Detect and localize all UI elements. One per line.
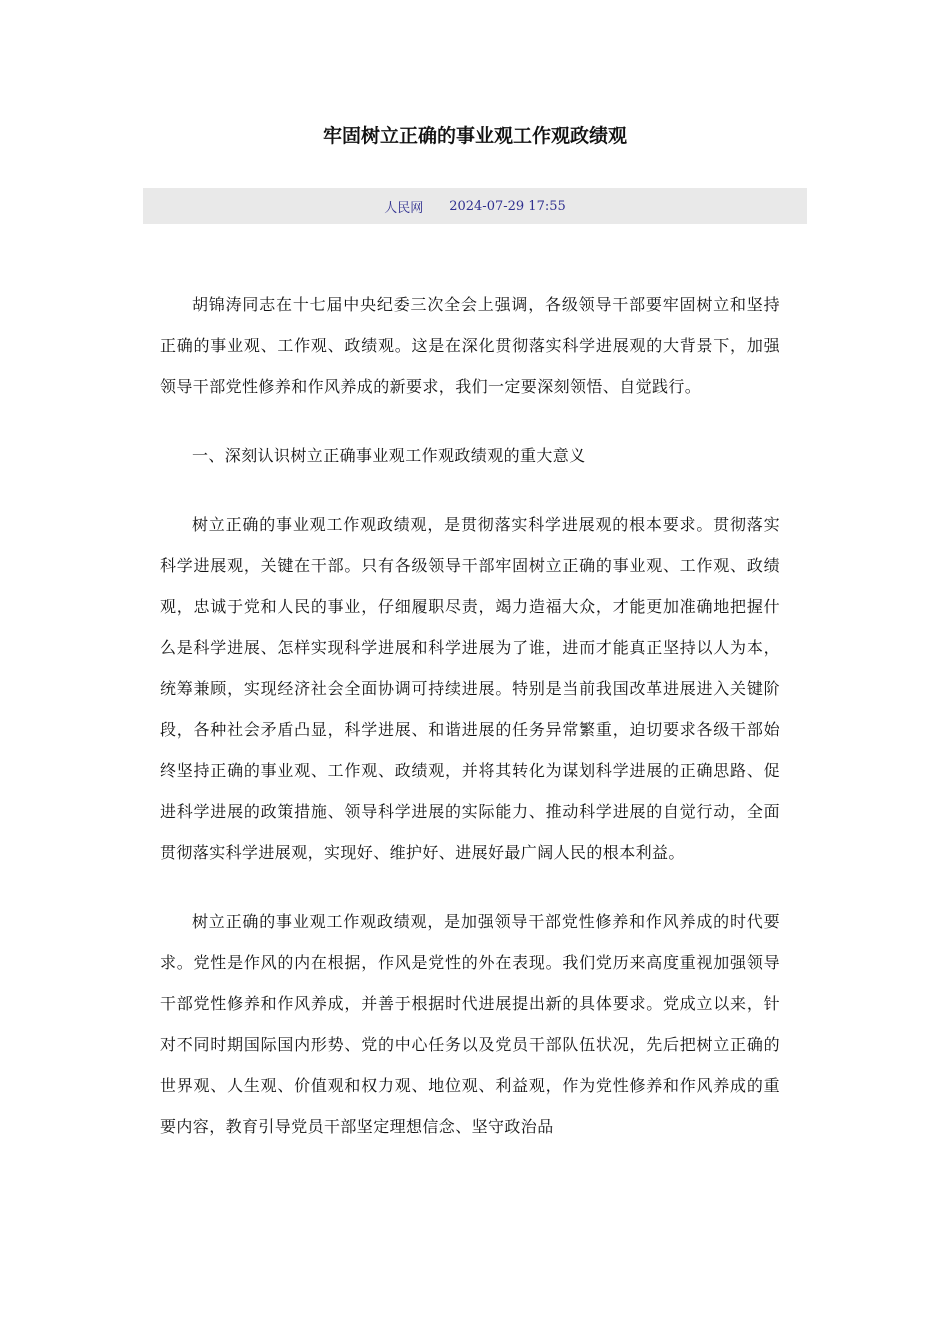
body-paragraph: 树立正确的事业观工作观政绩观，是加强领导干部党性修养和作风养成的时代要求。党性是作风的内在根据，作风是党性的外在表现。我们党历来高度重视加强领导干部党性修养和作风养成，并善于根据时代进展提出新的具体要求。党成立以来，针对不同时期国际国内形势、党的中心任务以及党员干部队伍状况，先后把树立正确的世界观、人生观、价值观和权力观、地位观、利益观，作为党性修养和作风养成的重要内容，教育引导党员干部坚定理想信念、坚守政治品 [160,912,780,1136]
article-datetime: 2024-07-29 17:55 [449,198,566,214]
article-meta-bar [143,188,807,224]
section-heading: 一、深刻认识树立正确事业观工作观政绩观的重大意义 [192,446,586,465]
article-title: 牢固树立正确的事业观工作观政绩观 [322,125,627,147]
body-paragraph: 胡锦涛同志在十七届中央纪委三次全会上强调，各级领导干部要牢固树立和坚持正确的事业观、工作观、政绩观。这是在深化贯彻落实科学进展观的大背景下，加强领导干部党性修养和作风养成的新要求，我们一定要深刻领悟、自觉践行。 [160,295,780,396]
body-paragraph: 树立正确的事业观工作观政绩观，是贯彻落实科学进展观的根本要求。贯彻落实科学进展观，关键在干部。只有各级领导干部牢固树立正确的事业观、工作观、政绩观，忠诚于党和人民的事业，仔细履职尽责，竭力造福大众，才能更加准确地把握什么是科学进展、怎样实现科学进展和科学进展为了谁，进而才能真正坚持以人为本，统筹兼顾，实现经济社会全面协调可持续进展。特别是当前我国改革进展进入关键阶段，各种社会矛盾凸显，科学进展、和谐进展的任务异常繁重，迫切要求各级干部始终坚持正确的事业观、工作观、政绩观，并将其转化为谋划科学进展的正确思路、促进科学进展的政策措施、领导科学进展的实际能力、推动科学进展的自觉行动，全面贯彻落实科学进展观，实现好、维护好、进展好最广阔人民的根本利益。 [160,515,780,862]
article-source: 人民网 [384,200,424,216]
article-body [160,284,780,1175]
